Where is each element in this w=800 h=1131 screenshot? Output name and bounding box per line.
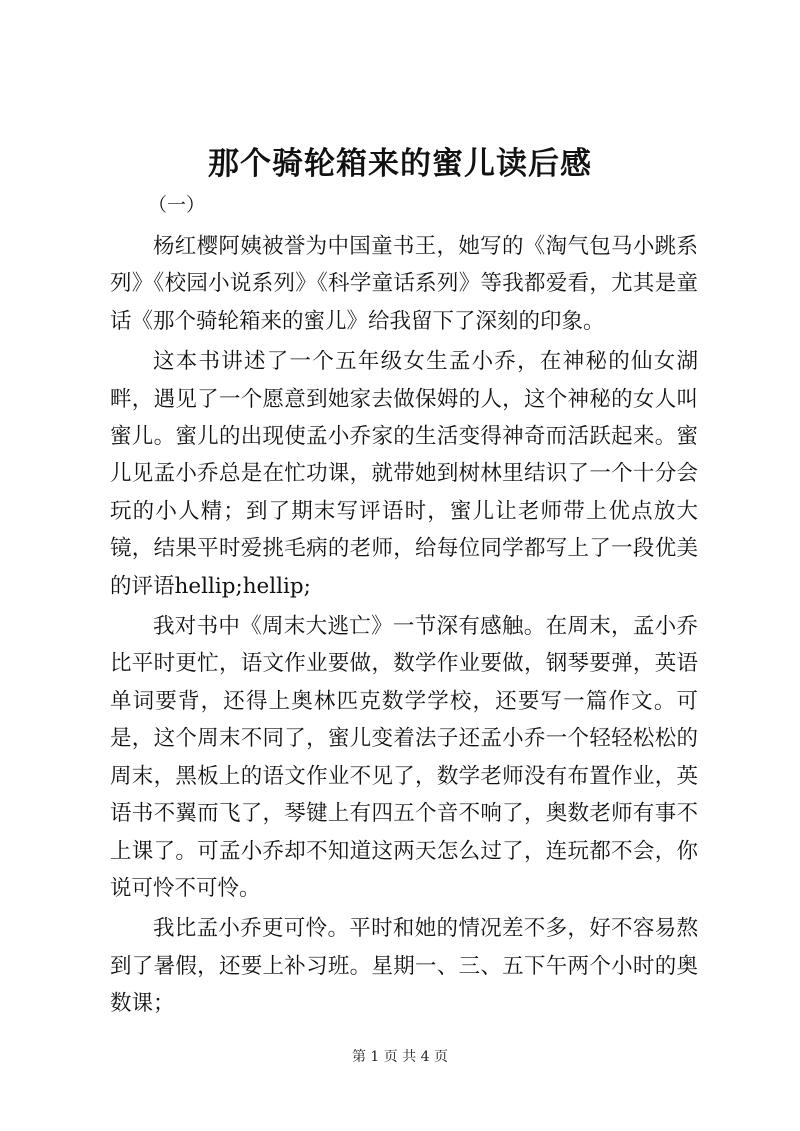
- document-title: 那个骑轮箱来的蜜儿读后感: [208, 146, 592, 182]
- paragraph: 这本书讲述了一个五年级女生孟小乔，在神秘的仙女湖畔，遇见了一个愿意到她家去做保姆的人，这个神秘的女人叫蜜儿。蜜儿的出现使孟小乔家的生活变得神奇而活跃起来。蜜儿见孟小乔总是在忙功课，就带她到树林里结识了一个十分会玩的小人精；到了期末写评语时，蜜儿让老师带上优点放大镜，结果平时爱挑毛病的老师，给每位同学都写上了一段优美的评语hellip;hellip;: [110, 349, 698, 599]
- page-footer: 第 1 页 共 4 页: [351, 1049, 449, 1065]
- paragraph: 我比孟小乔更可怜。平时和她的情况差不多，好不容易熬到了暑假，还要上补习班。星期一、三、五下午两个小时的奥数课；: [110, 916, 698, 1017]
- paragraph: 杨红樱阿姨被誉为中国童书王，她写的《淘气包马小跳系列》《校园小说系列》《科学童话系列》等我都爱看，尤其是童话《那个骑轮箱来的蜜儿》给我留下了深刻的印象。: [110, 234, 698, 334]
- document-body: [110, 228, 698, 1026]
- paragraph: 我对书中《周末大逃亡》一节深有感触。在周末，孟小乔比平时更忙，语文作业要做，数学作业要做，钢琴要弹，英语单词要背，还得上奥林匹克数学学校，还要写一篇作文。可是，这个周末不同了，蜜儿变着法子还孟小乔一个轻轻松松的周末，黑板上的语文作业不见了，数学老师没有布置作业，英语书不翼而飞了，琴键上有四五个音不响了，奥数老师有事不上课了。可孟小乔却不知道这两天怎么过了，连玩都不会，你说可怜不可怜。: [110, 614, 698, 901]
- section-label: （一）: [148, 194, 206, 216]
